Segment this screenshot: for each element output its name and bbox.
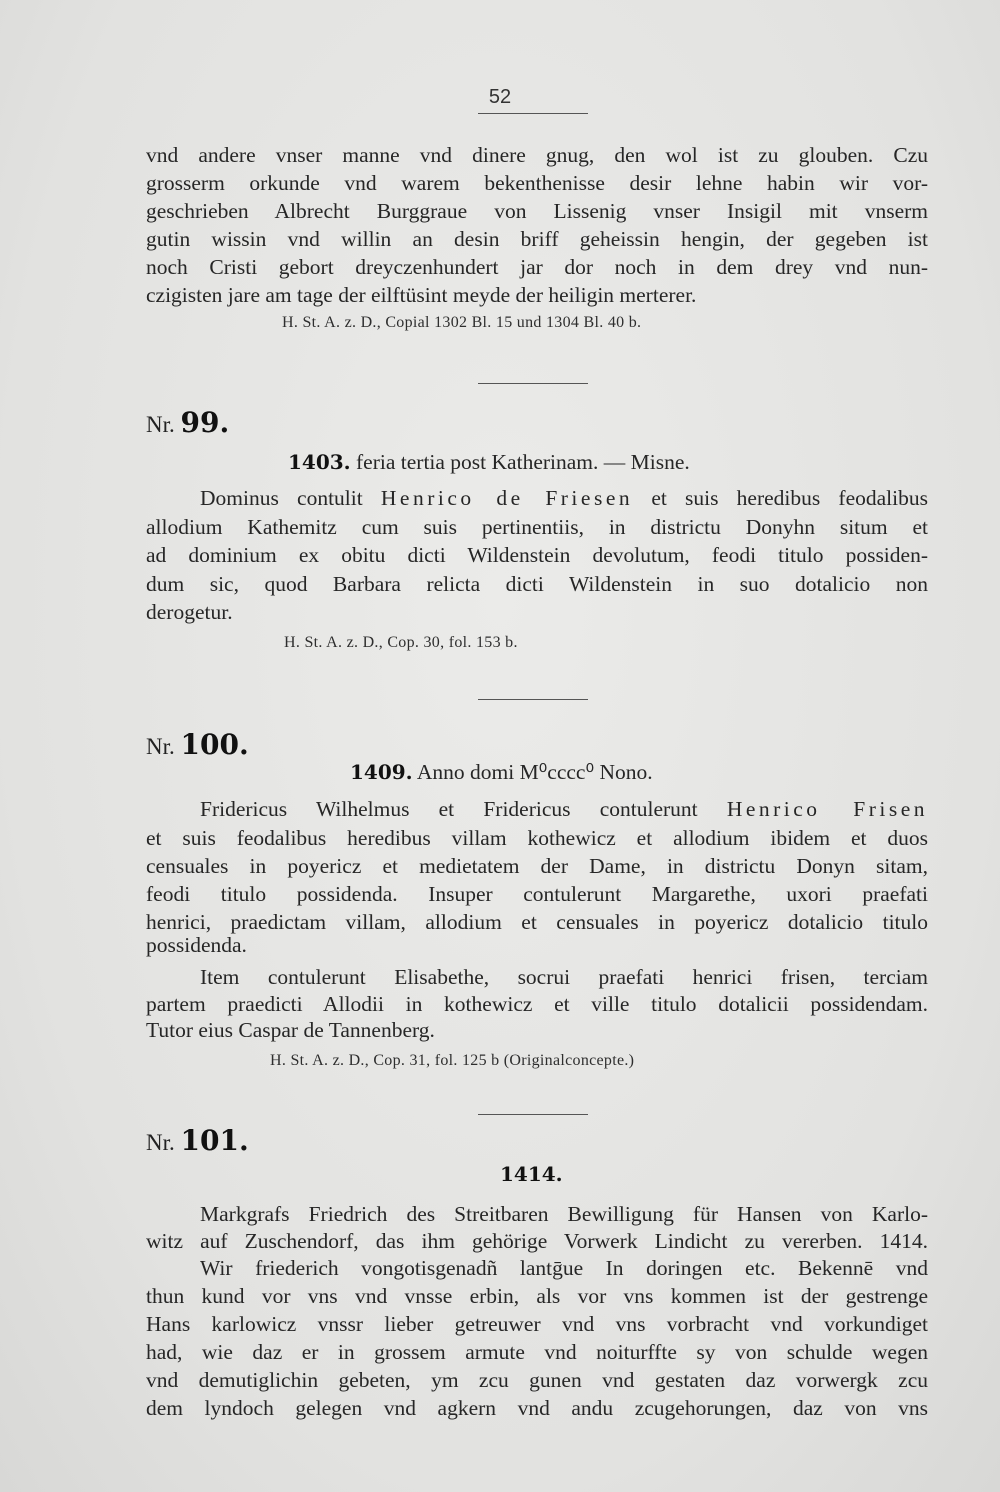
entry-year: 1403.	[288, 450, 351, 474]
text-line: partem praedicti Allodii in kothewicz et ville titulo dotalicii possidendam.	[146, 992, 928, 1016]
source-citation: H. St. A. z. D., Cop. 31, fol. 125 b (Originalconcepte.)	[270, 1052, 635, 1069]
text-line: derogetur.	[146, 600, 233, 624]
text-line: feodi titulo possidenda. Insuper contulerunt Margarethe, uxori praefati	[146, 882, 928, 906]
text-line: czigisten jare am tage der eilftüsint meyde der heiligin merterer.	[146, 283, 697, 307]
text-line: Wir friederich vongotisgenadñ lantḡue In doringen etc. Bekennē vnd	[200, 1256, 928, 1280]
entry-heading	[146, 406, 229, 439]
text-line: geschrieben Albrecht Burggraue von Lissenig vnser Insigil mit vnserm	[146, 199, 928, 223]
text-line: henrici, praedictam villam, allodium et censuales in poyericz dotalicio titulo	[146, 910, 928, 934]
text-line: gutin wissin vnd willin an desin briff geheissin hengin, der gegeben ist	[146, 227, 928, 251]
entry-prefix: Nr.	[146, 734, 175, 759]
entry-number: 100.	[180, 728, 249, 761]
text-line: witz auf Zuschendorf, das ihm gehörige Vorwerk Lindicht zu vererben. 1414.	[146, 1229, 928, 1253]
entry-prefix: Nr.	[146, 412, 175, 437]
entry-date	[288, 450, 690, 475]
section-divider	[478, 699, 588, 700]
text-line: censuales in poyericz et medietatem der Dame, in districtu Donyn sitam,	[146, 854, 928, 878]
text-line: et suis feodalibus heredibus villam kothewicz et allodium ibidem et duos	[146, 826, 928, 850]
source-citation: H. St. A. z. D., Copial 1302 Bl. 15 und 1304 Bl. 40 b.	[282, 314, 642, 331]
text-line: Fridericus Wilhelmus et Fridericus contulerunt Henrico Frisen	[200, 797, 928, 821]
text-line: dum sic, quod Barbara relicta dicti Wildenstein in suo dotalicio non	[146, 572, 928, 596]
text-line: vnd andere vnser manne vnd dinere gnug, den wol ist zu glouben. Czu	[146, 143, 928, 167]
source-citation: H. St. A. z. D., Cop. 30, fol. 153 b.	[284, 634, 518, 651]
text-line: allodium Kathemitz cum suis pertinentiis, in districtu Donyhn situm et	[146, 515, 928, 539]
text-line: dem lyndoch gelegen vnd agkern vnd andu zcugehorungen, daz von vns	[146, 1396, 928, 1420]
entry-number: 101.	[180, 1124, 249, 1157]
page-number: 52	[488, 86, 512, 108]
text-line: possidenda.	[146, 933, 247, 957]
text-line: Item contulerunt Elisabethe, socrui praefati henrici frisen, terciam	[200, 965, 928, 989]
entry-date	[350, 760, 653, 785]
entry-date	[500, 1162, 563, 1187]
text-line: Hans karlowicz vnssr lieber getreuwer vnd vns vorbracht vnd vorkundiget	[146, 1312, 928, 1336]
entry-heading	[146, 728, 249, 761]
text-line: Tutor eius Caspar de Tannenberg.	[146, 1018, 435, 1042]
header-rule	[478, 113, 588, 114]
text-line: grosserm orkunde vnd warem bekenthenisse desir lehne habin wir vor-	[146, 171, 928, 195]
text-line: ad dominium ex obitu dicti Wildenstein devolutum, feodi titulo possiden-	[146, 543, 928, 567]
text-line: thun kund vor vns vnd vnsse erbin, als vor vns kommen ist der gestrenge	[146, 1284, 928, 1308]
entry-prefix: Nr.	[146, 1130, 175, 1155]
section-divider	[478, 383, 588, 384]
entry-year: 1414.	[500, 1162, 563, 1186]
text-line: Dominus contulit Henrico de Friesen et suis heredibus feodalibus	[200, 486, 928, 510]
text-line: had, wie daz er in grossem armute vnd noiturffte sy von schulde wegen	[146, 1340, 928, 1364]
entry-date-text: Anno domi M⁰cccc⁰ Nono.	[416, 760, 653, 784]
entry-heading	[146, 1124, 249, 1157]
name-emphasis: Henrico de Friesen	[380, 486, 634, 510]
entry-year: 1409.	[350, 760, 413, 784]
name-emphasis: Henrico Frisen	[726, 797, 928, 821]
text-line: noch Cristi gebort dreyczenhundert jar dor noch in dem drey vnd nun-	[146, 255, 928, 279]
entry-number: 99.	[180, 406, 230, 439]
text-line: vnd demutiglichin gebeten, ym zcu gunen vnd gestaten daz vorwergk zcu	[146, 1368, 928, 1392]
section-divider	[478, 1114, 588, 1115]
text-line: Markgrafs Friedrich des Streitbaren Bewilligung für Hansen von Karlo-	[200, 1202, 928, 1226]
entry-date-text: feria tertia post Katherinam. — Misne.	[356, 450, 690, 474]
